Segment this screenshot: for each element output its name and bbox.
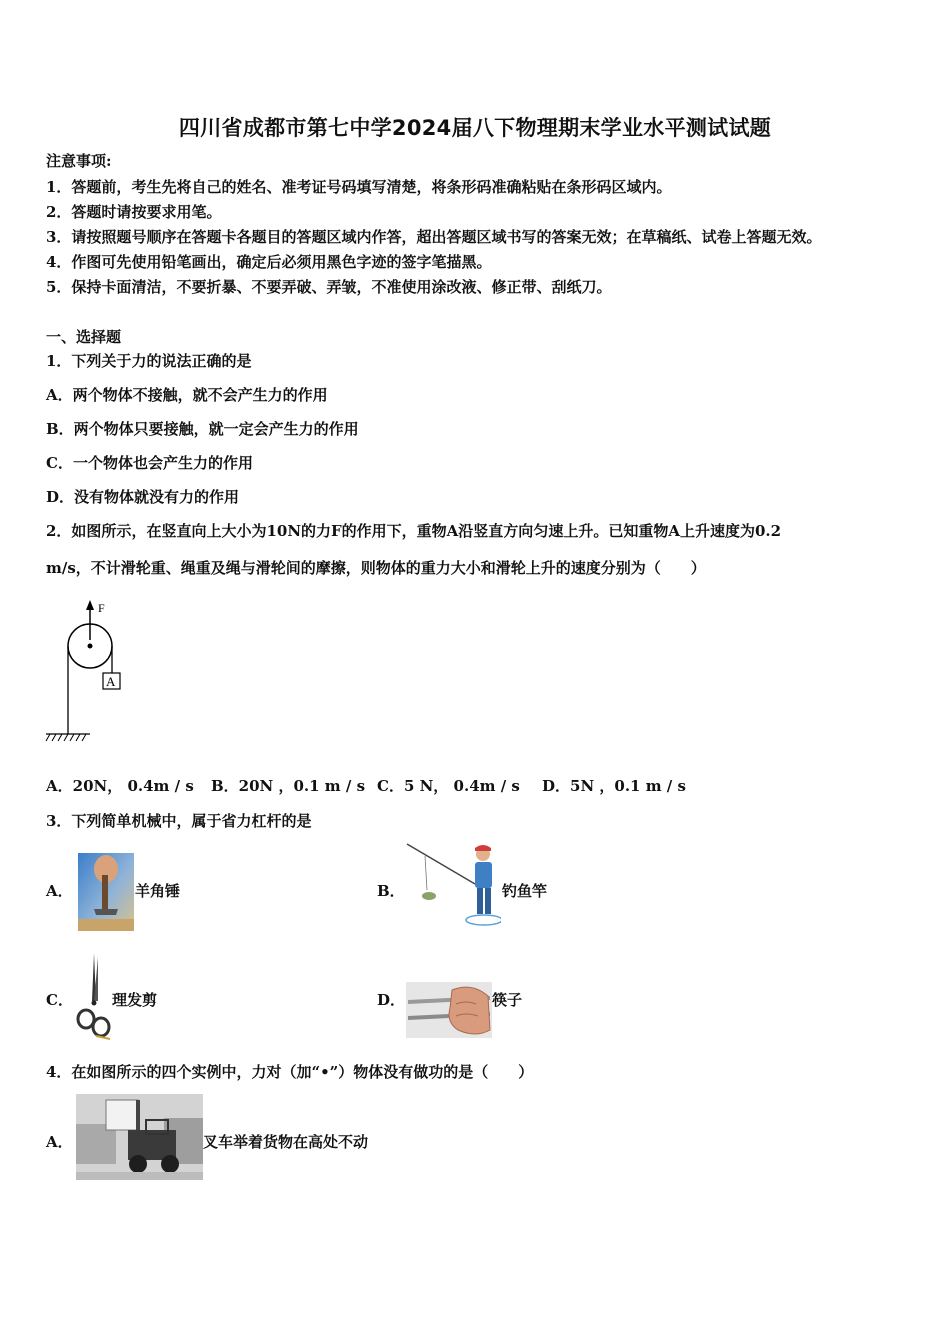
question-1-stem: 1．下列关于力的说法正确的是 <box>46 352 252 370</box>
forklift-photo <box>76 1094 203 1180</box>
question-3-option-a-text: 羊角锤 <box>135 882 181 900</box>
question-2-option-c: C．5 N， 0.4m / s <box>377 777 520 795</box>
notice-item: 2．答题时请按要求用笔。 <box>46 203 222 221</box>
claw-hammer-photo <box>78 853 134 931</box>
question-1-option-c: C．一个物体也会产生力的作用 <box>46 454 253 472</box>
question-4-option-a-text: 叉车举着货物在高处不动 <box>203 1133 369 1151</box>
pulley-diagram <box>40 596 130 746</box>
notice-item: 5．保持卡面清洁，不要折暴、不要弄破、弄皱，不准使用涂改液、修正带、刮纸刀。 <box>46 278 612 296</box>
question-3-option-b-text: 钓鱼竿 <box>502 882 548 900</box>
question-1-option-b: B．两个物体只要接触，就一定会产生力的作用 <box>46 420 359 438</box>
question-3-option-c-text: 理发剪 <box>112 991 158 1009</box>
question-3-option-b-letter: B． <box>377 882 405 900</box>
fishing-rod-photo <box>405 842 501 932</box>
label-A: A <box>106 674 116 689</box>
question-3-stem: 3．下列简单机械中，属于省力杠杆的是 <box>46 812 312 830</box>
question-2-stem-line1: 2．如图所示，在竖直向上大小为10N的力F的作用下，重物A沿竖直方向匀速上升。已知重物A上升速度为0.2 <box>46 522 782 540</box>
notice-item: 1．答题前，考生先将自己的姓名、准考证号码填写清楚，将条形码准确粘贴在条形码区域内。 <box>46 178 672 196</box>
question-2-option-a: A．20N， 0.4m / s <box>46 777 194 795</box>
scissors-photo <box>74 951 112 1041</box>
notice-item: 3．请按照题号顺序在答题卡各题目的答题区域内作答，超出答题区域书写的答案无效；在草稿纸、试卷上答题无效。 <box>46 228 822 246</box>
question-2-option-d: D．5N ，0.1 m / s <box>542 777 686 795</box>
arrowhead-icon <box>86 600 94 610</box>
question-2-stem-line2: m/s，不计滑轮重、绳重及绳与滑轮间的摩擦，则物体的重力大小和滑轮上升的速度分别为（ ） <box>46 559 706 577</box>
question-4-stem: 4．在如图所示的四个实例中，力对（加“•”）物体没有做功的是（ ） <box>46 1063 534 1081</box>
question-3-option-d-text: 筷子 <box>492 991 523 1009</box>
question-1-option-d: D．没有物体就没有力的作用 <box>46 488 240 506</box>
question-1-option-a: A．两个物体不接触，就不会产生力的作用 <box>46 386 328 404</box>
ground-hatch <box>46 734 86 741</box>
label-F: F <box>98 601 105 615</box>
notice-item: 4．作图可先使用铅笔画出，确定后必须用黑色字迹的签字笔描黑。 <box>46 253 492 271</box>
pulley-axle <box>88 644 93 649</box>
chopsticks-photo <box>406 982 492 1038</box>
page-title: 四川省成都市第七中学2024届八下物理期末学业水平测试试题 <box>178 116 772 140</box>
question-3-option-c-letter: C． <box>46 991 73 1009</box>
notice-heading: 注意事项: <box>46 152 112 170</box>
question-2-option-b: B．20N ，0.1 m / s <box>211 777 366 795</box>
question-3-option-d-letter: D． <box>377 991 406 1009</box>
question-4-option-a-letter: A． <box>46 1133 73 1151</box>
section-heading: 一、选择题 <box>46 328 122 346</box>
question-3-option-a-letter: A． <box>46 882 73 900</box>
